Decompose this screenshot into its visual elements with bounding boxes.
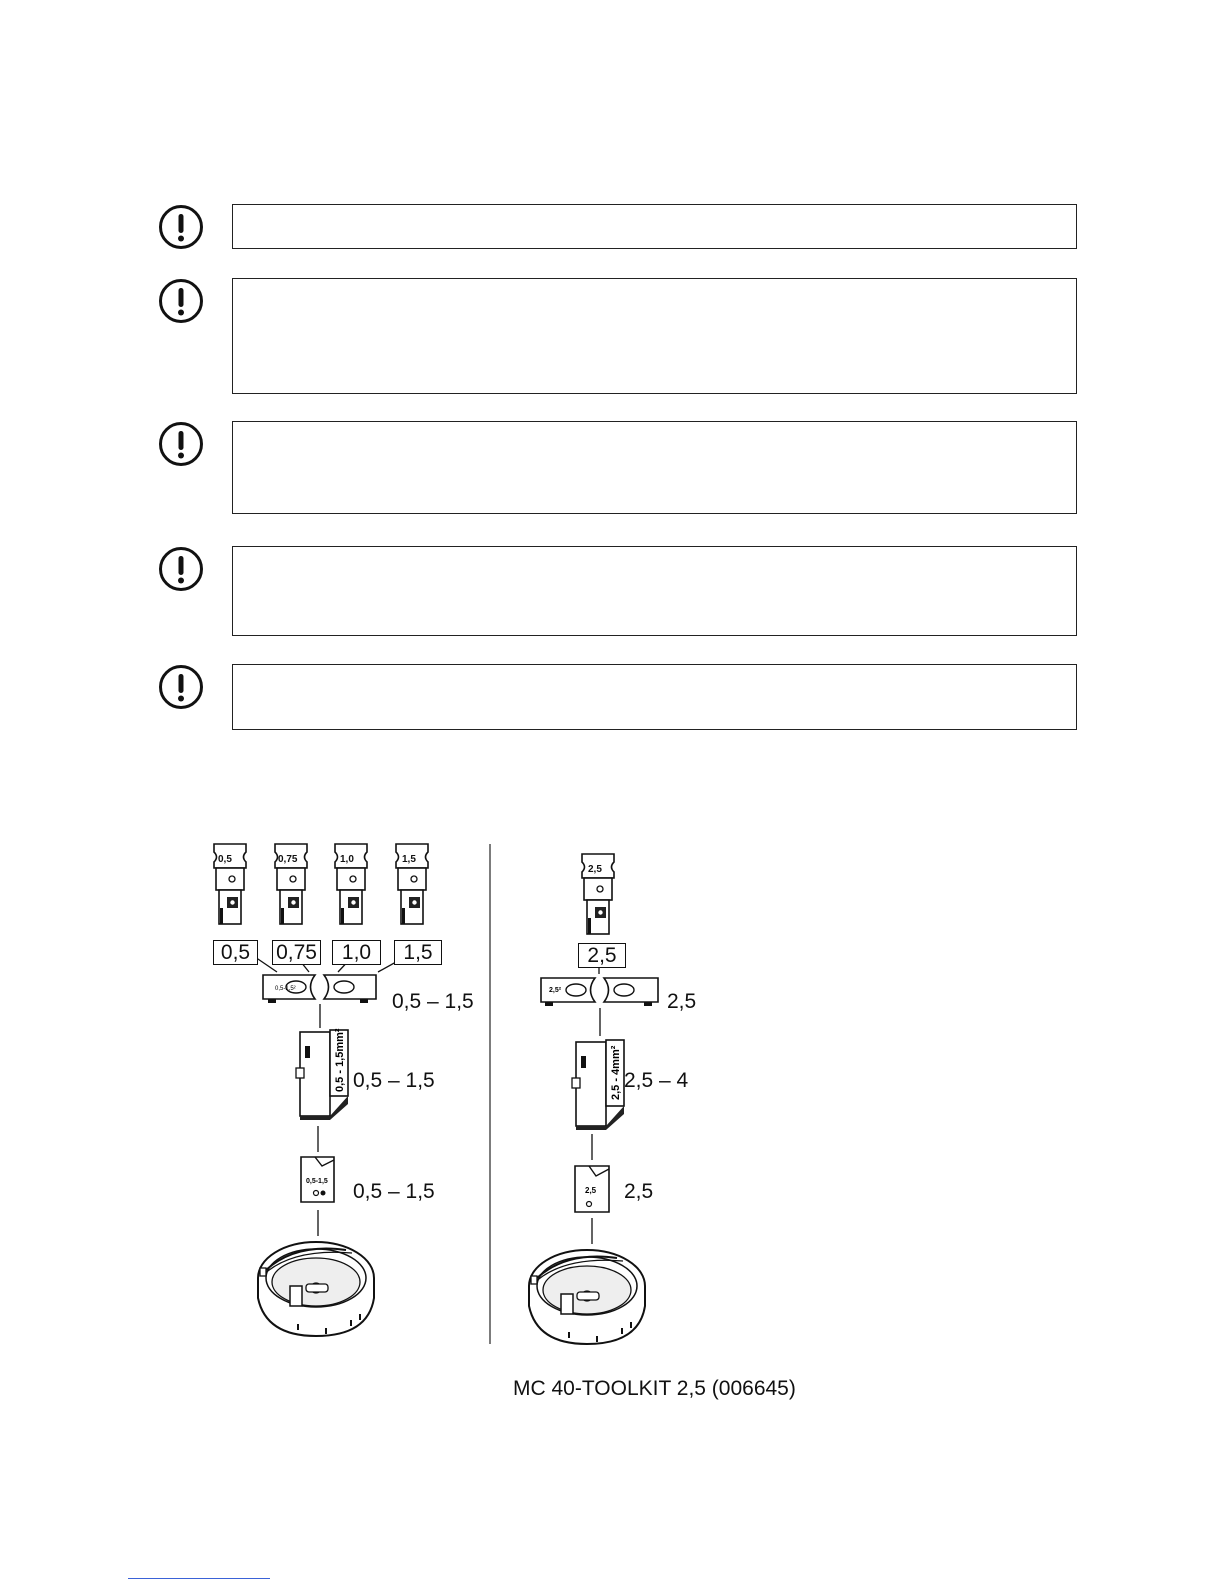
- locator-range-label: 2,5: [667, 990, 697, 1013]
- locator-part-text-right: 2,5²: [549, 987, 562, 994]
- blade-range-label: 0,5 – 1,5: [353, 1180, 435, 1203]
- blade-range-label: 2,5: [624, 1180, 654, 1203]
- insert-head-label: 0,75: [278, 854, 298, 865]
- insert-head-label: 0,5: [218, 854, 232, 865]
- size-box-label: 0,75: [272, 940, 321, 965]
- size-box-label: 2,5: [578, 943, 626, 968]
- stripper-part-text-right: 2,5 - 4mm²: [610, 1045, 622, 1100]
- crimping-die-holder-right: [529, 1250, 645, 1344]
- locator-range-label: 0,5 – 1,5: [392, 990, 474, 1013]
- footer-link-underline[interactable]: [128, 1578, 270, 1579]
- size-box-label: 0,5: [213, 940, 258, 965]
- stripper-range-label: 0,5 – 1,5: [353, 1069, 435, 1092]
- figure-caption: MC 40-TOOLKIT 2,5 (006645): [513, 1377, 796, 1400]
- size-box-label: 1,0: [332, 940, 381, 965]
- crimping-die-holder-left: [258, 1242, 374, 1336]
- size-box-label: 1,5: [394, 940, 442, 965]
- insert-head-label: 2,5: [588, 864, 602, 875]
- blade-part-text-right: 2,5: [585, 1186, 597, 1195]
- stripper-part-text-left: 0,5 - 1,5mm²: [334, 1028, 346, 1092]
- insert-head-label: 1,5: [402, 854, 416, 865]
- blade-part-text-left: 0,5-1,5: [306, 1178, 328, 1185]
- insert-head-label: 1,0: [340, 854, 354, 865]
- locator-part-text-left: 0,5-1,5²: [275, 986, 296, 992]
- stripper-range-label: 2,5 – 4: [624, 1069, 689, 1092]
